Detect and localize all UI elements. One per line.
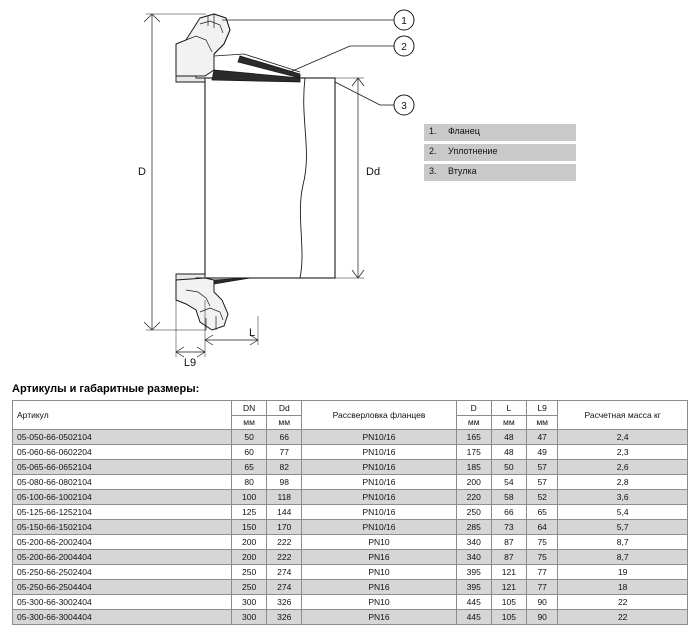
cell-mass: 3,6 bbox=[558, 490, 688, 505]
table-head bbox=[13, 401, 688, 430]
cell-article: 05-200-66-2004404 bbox=[13, 550, 232, 565]
cell-l: 48 bbox=[491, 430, 526, 445]
cell-d: 340 bbox=[456, 550, 491, 565]
cell-dn: 125 bbox=[232, 505, 267, 520]
cell-mass: 5,4 bbox=[558, 505, 688, 520]
cell-dd: 274 bbox=[267, 565, 302, 580]
cell-l9: 49 bbox=[526, 445, 557, 460]
dimension-label-D: D bbox=[138, 166, 146, 178]
table-row bbox=[13, 460, 688, 475]
legend-item-3-number: 3. bbox=[429, 166, 437, 176]
cell-l: 58 bbox=[491, 490, 526, 505]
cell-d: 185 bbox=[456, 460, 491, 475]
cell-d: 165 bbox=[456, 430, 491, 445]
dimension-Dd bbox=[363, 168, 364, 169]
table-row bbox=[13, 580, 688, 595]
cell-d: 445 bbox=[456, 595, 491, 610]
cell-article: 05-150-66-1502104 bbox=[13, 520, 232, 535]
spec-table bbox=[12, 400, 688, 625]
cell-l9: 75 bbox=[526, 550, 557, 565]
cell-l: 73 bbox=[491, 520, 526, 535]
cell-mass: 2,6 bbox=[558, 460, 688, 475]
cell-l9: 90 bbox=[526, 610, 557, 625]
table-row bbox=[13, 565, 688, 580]
cell-mass: 8,7 bbox=[558, 550, 688, 565]
cell-mass: 2,4 bbox=[558, 430, 688, 445]
cell-l: 105 bbox=[491, 595, 526, 610]
cell-drill: PN10 bbox=[302, 535, 456, 550]
cell-l: 87 bbox=[491, 535, 526, 550]
cell-l: 105 bbox=[491, 610, 526, 625]
legend-item-2 bbox=[424, 144, 576, 161]
cell-dd: 98 bbox=[267, 475, 302, 490]
table-row bbox=[13, 550, 688, 565]
cell-drill: PN10/16 bbox=[302, 520, 456, 535]
cell-article: 05-080-66-0802104 bbox=[13, 475, 232, 490]
cell-l: 48 bbox=[491, 445, 526, 460]
cell-mass: 18 bbox=[558, 580, 688, 595]
cell-dn: 250 bbox=[232, 565, 267, 580]
cell-mass: 2,3 bbox=[558, 445, 688, 460]
cell-dn: 80 bbox=[232, 475, 267, 490]
cell-dd: 118 bbox=[267, 490, 302, 505]
dimension-label-Dd: Dd bbox=[366, 166, 381, 178]
cell-l9: 57 bbox=[526, 475, 557, 490]
table-body bbox=[13, 430, 688, 625]
legend-bar bbox=[424, 164, 576, 181]
cell-l9: 77 bbox=[526, 580, 557, 595]
cell-l9: 57 bbox=[526, 460, 557, 475]
cell-d: 395 bbox=[456, 580, 491, 595]
legend-item-1-label: Фланец bbox=[448, 126, 480, 136]
legend-bar bbox=[424, 124, 576, 141]
cell-l9: 75 bbox=[526, 535, 557, 550]
table-row bbox=[13, 490, 688, 505]
cell-drill: PN10 bbox=[302, 595, 456, 610]
cell-article: 05-300-66-3002404 bbox=[13, 595, 232, 610]
cell-d: 220 bbox=[456, 490, 491, 505]
cell-dd: 326 bbox=[267, 595, 302, 610]
svg-text:1: 1 bbox=[401, 16, 407, 27]
unit-d: мм bbox=[456, 416, 491, 430]
cell-dd: 222 bbox=[267, 535, 302, 550]
legend-item-1-number: 1. bbox=[429, 126, 437, 136]
table-row bbox=[13, 505, 688, 520]
table-row bbox=[13, 595, 688, 610]
cell-d: 200 bbox=[456, 475, 491, 490]
cell-l9: 77 bbox=[526, 565, 557, 580]
col-header-l: L bbox=[491, 401, 526, 416]
cell-l: 121 bbox=[491, 580, 526, 595]
cell-l9: 47 bbox=[526, 430, 557, 445]
unit-l9: мм bbox=[526, 416, 557, 430]
cell-drill: PN10/16 bbox=[302, 490, 456, 505]
cell-dn: 300 bbox=[232, 610, 267, 625]
cell-d: 445 bbox=[456, 610, 491, 625]
cell-dn: 200 bbox=[232, 550, 267, 565]
cell-l: 54 bbox=[491, 475, 526, 490]
cell-l9: 64 bbox=[526, 520, 557, 535]
dimension-D bbox=[139, 168, 140, 169]
cell-drill: PN16 bbox=[302, 580, 456, 595]
unit-dn: мм bbox=[232, 416, 267, 430]
cell-l9: 52 bbox=[526, 490, 557, 505]
cell-article: 05-125-66-1252104 bbox=[13, 505, 232, 520]
table-row bbox=[13, 520, 688, 535]
cell-article: 05-065-66-0652104 bbox=[13, 460, 232, 475]
cell-dd: 326 bbox=[267, 610, 302, 625]
table-caption: Артикулы и габаритные размеры: bbox=[12, 383, 200, 395]
cell-dn: 150 bbox=[232, 520, 267, 535]
legend bbox=[424, 124, 576, 184]
cell-article: 05-050-66-0502104 bbox=[13, 430, 232, 445]
cell-drill: PN10/16 bbox=[302, 445, 456, 460]
col-header-dd: Dd bbox=[267, 401, 302, 416]
table-row bbox=[13, 610, 688, 625]
cell-d: 250 bbox=[456, 505, 491, 520]
cell-mass: 22 bbox=[558, 610, 688, 625]
cell-dd: 77 bbox=[267, 445, 302, 460]
cell-drill: PN10/16 bbox=[302, 505, 456, 520]
cell-article: 05-100-66-1002104 bbox=[13, 490, 232, 505]
cell-dn: 65 bbox=[232, 460, 267, 475]
cell-mass: 5,7 bbox=[558, 520, 688, 535]
cell-mass: 22 bbox=[558, 595, 688, 610]
cell-drill: PN16 bbox=[302, 610, 456, 625]
col-header-d: D bbox=[456, 401, 491, 416]
table-row bbox=[13, 475, 688, 490]
cell-mass: 2,8 bbox=[558, 475, 688, 490]
legend-item-1 bbox=[424, 124, 576, 141]
col-header-article: Артикул bbox=[13, 401, 232, 430]
col-header-dn: DN bbox=[232, 401, 267, 416]
table-row bbox=[13, 535, 688, 550]
cell-d: 285 bbox=[456, 520, 491, 535]
spec-table-block bbox=[12, 383, 688, 625]
cell-article: 05-250-66-2504404 bbox=[13, 580, 232, 595]
legend-item-3-label: Втулка bbox=[448, 166, 477, 176]
cell-l9: 90 bbox=[526, 595, 557, 610]
svg-text:2: 2 bbox=[401, 42, 407, 53]
cell-article: 05-300-66-3004404 bbox=[13, 610, 232, 625]
table-row bbox=[13, 445, 688, 460]
unit-l: мм bbox=[491, 416, 526, 430]
cell-drill: PN10/16 bbox=[302, 475, 456, 490]
cell-mass: 8,7 bbox=[558, 535, 688, 550]
col-header-mass: Расчетная масса кг bbox=[558, 401, 688, 430]
cell-dd: 274 bbox=[267, 580, 302, 595]
cell-l9: 65 bbox=[526, 505, 557, 520]
cell-l: 50 bbox=[491, 460, 526, 475]
dimension-label-L: L bbox=[248, 327, 256, 339]
table-row bbox=[13, 430, 688, 445]
cell-dd: 170 bbox=[267, 520, 302, 535]
col-header-l9: L9 bbox=[526, 401, 557, 416]
legend-bar bbox=[424, 144, 576, 161]
dimension-L bbox=[248, 328, 249, 329]
legend-item-2-number: 2. bbox=[429, 146, 437, 156]
cell-dd: 66 bbox=[267, 430, 302, 445]
cell-dn: 300 bbox=[232, 595, 267, 610]
cell-drill: PN10 bbox=[302, 565, 456, 580]
cell-l: 66 bbox=[491, 505, 526, 520]
legend-item-2-label: Уплотнение bbox=[448, 146, 498, 156]
dimension-L9 bbox=[183, 356, 184, 357]
legend-item-3 bbox=[424, 164, 576, 181]
cell-d: 175 bbox=[456, 445, 491, 460]
dimension-label-L9: L9 bbox=[183, 357, 197, 369]
cell-dd: 222 bbox=[267, 550, 302, 565]
cell-dn: 250 bbox=[232, 580, 267, 595]
cell-dd: 144 bbox=[267, 505, 302, 520]
cell-dn: 50 bbox=[232, 430, 267, 445]
cell-dd: 82 bbox=[267, 460, 302, 475]
cell-dn: 200 bbox=[232, 535, 267, 550]
cell-article: 05-200-66-2002404 bbox=[13, 535, 232, 550]
cell-l: 121 bbox=[491, 565, 526, 580]
unit-dd: мм bbox=[267, 416, 302, 430]
svg-text:3: 3 bbox=[401, 101, 407, 112]
cell-l: 87 bbox=[491, 550, 526, 565]
cell-drill: PN10/16 bbox=[302, 430, 456, 445]
cell-dn: 60 bbox=[232, 445, 267, 460]
cell-d: 340 bbox=[456, 535, 491, 550]
cell-mass: 19 bbox=[558, 565, 688, 580]
cell-drill: PN10/16 bbox=[302, 460, 456, 475]
table-header-row bbox=[13, 401, 688, 416]
cell-dn: 100 bbox=[232, 490, 267, 505]
cell-article: 05-250-66-2502404 bbox=[13, 565, 232, 580]
col-header-drill: Рассверловка фланцев bbox=[302, 401, 456, 430]
cell-drill: PN16 bbox=[302, 550, 456, 565]
cell-article: 05-060-66-0602204 bbox=[13, 445, 232, 460]
cell-d: 395 bbox=[456, 565, 491, 580]
